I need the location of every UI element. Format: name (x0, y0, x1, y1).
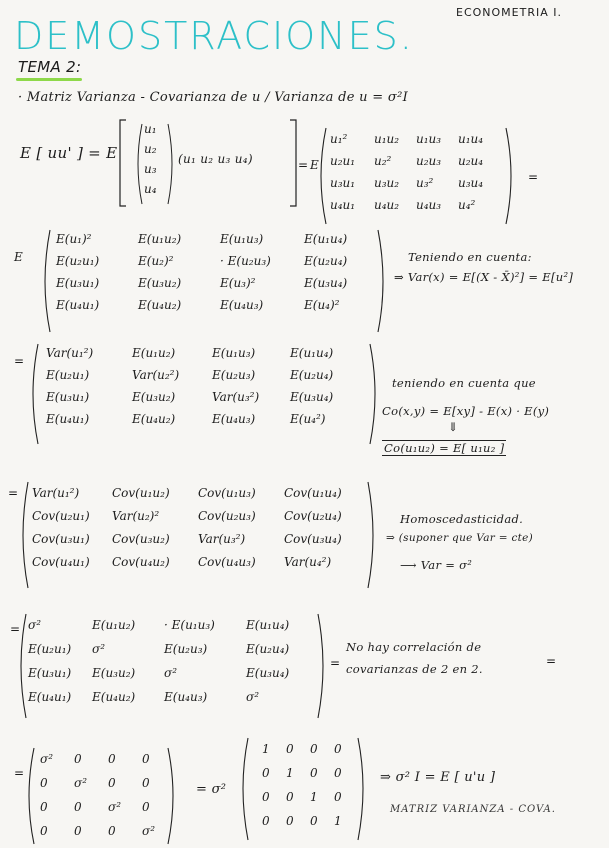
matrix-cell: u₃u₁ (330, 176, 356, 190)
matrix-cell: u₁u₃ (416, 132, 442, 146)
equals-sign-3: = (14, 354, 25, 368)
equals-sign-8: = (14, 766, 25, 780)
page-title: DEMOSTRACIONES. (14, 14, 414, 58)
matrix-cell: E(u₂u₁) (46, 368, 90, 382)
matrix-cell: σ² (92, 642, 106, 656)
matrix-cell: u₁ (144, 122, 157, 136)
matrix-cell: 0 (74, 752, 82, 766)
matrix-cell: E(u₁u₄) (246, 618, 290, 632)
matrix-cell: 0 (286, 790, 294, 804)
matrix-cell: u₂u₁ (330, 154, 356, 168)
matrix-cell: u₁u₂ (374, 132, 400, 146)
identity-matrix (262, 742, 354, 828)
matrix-cell: 0 (108, 752, 116, 766)
matrix-cell: 0 (142, 752, 150, 766)
matrix-cell: Cov(u₁u₄) (284, 486, 342, 500)
note-3-line-1: Homoscedasticidad. (400, 512, 524, 526)
matrix-cell: Cov(u₄u₂) (112, 555, 170, 569)
matrix-cell: 0 (262, 766, 270, 780)
matrix-cell: E(u₄u₃) (212, 412, 256, 426)
matrix-cell: E(u₁u₂) (92, 618, 136, 632)
matrix-cell: 0 (334, 766, 342, 780)
matrix-cell: · E(u₁u₃) (164, 618, 215, 632)
matrix-cell: Cov(u₃u₂) (112, 532, 170, 546)
matrix-cell: E(u₃u₁) (56, 276, 100, 290)
matrix-cell: Cov(u₄u₃) (198, 555, 256, 569)
lhs-expectation: E [ uu' ] = E (20, 144, 118, 162)
matrix-cell: E(u₄u₁) (46, 412, 90, 426)
matrix-cell: E(u₃u₁) (28, 666, 72, 680)
matrix-cell: 1 (286, 766, 294, 780)
equals-sign-6: = (330, 656, 341, 670)
matrix-cell: E(u₃)² (220, 276, 256, 290)
matrix-cell: E(u₄u₃) (164, 690, 208, 704)
matrix-cell: Var(u₂)² (112, 509, 160, 523)
matrix-cell: E(u₄u₁) (56, 298, 100, 312)
matrix-cell: Cov(u₃u₁) (32, 532, 90, 546)
matrix-cell: E(u₄u₁) (28, 690, 72, 704)
row-vector: (u₁ u₂ u₃ u₄) (178, 152, 253, 166)
matrix-cell: 0 (262, 790, 270, 804)
matrix-cell: u₄u₂ (374, 198, 400, 212)
matrix-cell: Var(u₄²) (284, 555, 332, 569)
matrix-cell: E(u₁u₂) (138, 232, 182, 246)
matrix-cell: 0 (40, 824, 48, 838)
matrix-cell: 1 (310, 790, 318, 804)
matrix-cell: E(u₂u₃) (164, 642, 208, 656)
matrix-cell: u₂u₃ (416, 154, 442, 168)
matrix-cell: Cov(u₂u₁) (32, 509, 90, 523)
matrix-cell: 0 (74, 824, 82, 838)
matrix-cell: σ² (142, 824, 156, 838)
matrix-cell: u₂ (144, 142, 157, 156)
var-matrix-1 (46, 346, 374, 426)
note-2-line-3: Co(u₁u₂) = E[ u₁u₂ ] (384, 441, 505, 455)
matrix-cell: 1 (334, 814, 342, 828)
matrix-cell: u₂² (374, 154, 392, 168)
matrix-cell: E(u₁u₂) (132, 346, 176, 360)
matrix-cell: u₄u₃ (416, 198, 442, 212)
matrix-cell: 0 (334, 742, 342, 756)
matrix-cell: σ² (108, 800, 122, 814)
matrix-cell: 0 (40, 800, 48, 814)
matrix-cell: E(u₃u₄) (304, 276, 348, 290)
matrix-cell: Cov(u₂u₄) (284, 509, 342, 523)
matrix-cell: u₂u₄ (458, 154, 484, 168)
course-name: ECONOMETRIA I. (456, 6, 562, 19)
matrix-cell: E(u₁u₃) (220, 232, 264, 246)
matrix-cell: E(u₁)² (56, 232, 92, 246)
note-3-line-2: ⇒ (suponer que Var = cte) (386, 532, 534, 544)
matrix-cell: E(u₂u₁) (28, 642, 72, 656)
matrix-cell: Var(u₃²) (198, 532, 246, 546)
matrix-cell: 0 (334, 790, 342, 804)
matrix-cell: E(u₄u₂) (92, 690, 136, 704)
matrix-cell: u₃u₄ (458, 176, 484, 190)
matrix-cell: u₃² (416, 176, 434, 190)
footer-label: MATRIZ VARIANZA - COVA. (390, 804, 556, 815)
matrix-cell: E(u₃u₂) (138, 276, 182, 290)
matrix-cell: 0 (108, 824, 116, 838)
matrix-cell: E(u₄u₂) (138, 298, 182, 312)
matrix-cell: E(u₁u₄) (290, 346, 334, 360)
final-result: ⇒ σ² I = E [ u'u ] (380, 770, 496, 785)
expectation-prefix: E (310, 158, 320, 172)
matrix-cell: 0 (40, 776, 48, 790)
matrix-cell: E(u₃u₄) (246, 666, 290, 680)
matrix-cell: 0 (286, 742, 294, 756)
matrix-cell: σ² (40, 752, 54, 766)
equals-sign-trailing: = (528, 170, 539, 184)
note-3-line-3: ⟶ Var = σ² (400, 558, 473, 572)
matrix-cell: E(u₃u₂) (132, 390, 176, 404)
matrix-cell: E(u₂u₄) (304, 254, 348, 268)
matrix-cell: Cov(u₁u₃) (198, 486, 256, 500)
matrix-cell: E(u₂u₁) (56, 254, 100, 268)
matrix-cell: · E(u₂u₃) (220, 254, 271, 268)
note-2-arrow: ⇓ (448, 420, 459, 434)
note-4-line-1: No hay correlación de (346, 640, 482, 654)
note-4-line-2: covarianzas de 2 en 2. (346, 662, 483, 676)
note-2-line-2: Co(x,y) = E[xy] - E(x) · E(y) (382, 404, 550, 418)
matrix-cell: 0 (108, 776, 116, 790)
equals-sign-5: = (10, 622, 21, 636)
matrix-cell: σ² (74, 776, 88, 790)
topic-label: TEMA 2: (18, 58, 82, 76)
matrix-cell: Var(u₁²) (46, 346, 94, 360)
matrix-cell: 0 (142, 776, 150, 790)
matrix-cell: u₃u₂ (374, 176, 400, 190)
matrix-cell: E(u₂u₃) (212, 368, 256, 382)
matrix-cell: σ² (28, 618, 42, 632)
matrix-cell: 1 (262, 742, 270, 756)
expectation-prefix-2: E (14, 250, 24, 264)
matrix-cell: u₄ (144, 182, 157, 196)
matrix-cell: u₁u₄ (458, 132, 484, 146)
product-matrix (330, 132, 498, 212)
cov-matrix (32, 486, 372, 569)
matrix-cell: Var(u₁²) (32, 486, 80, 500)
matrix-cell: E(u₂u₄) (246, 642, 290, 656)
note-1-line-1: Teniendo en cuenta: (408, 250, 532, 264)
matrix-cell: E(u₁u₄) (304, 232, 348, 246)
matrix-cell: Cov(u₂u₃) (198, 509, 256, 523)
matrix-cell: 0 (74, 800, 82, 814)
matrix-cell: E(u₁u₃) (212, 346, 256, 360)
matrix-cell: u₄u₁ (330, 198, 356, 212)
expectation-matrix (56, 232, 384, 312)
sigma-matrix (28, 618, 320, 704)
matrix-cell: 0 (142, 800, 150, 814)
matrix-cell: E(u₂)² (138, 254, 174, 268)
matrix-cell: Cov(u₃u₄) (284, 532, 342, 546)
matrix-cell: E(u₄)² (304, 298, 340, 312)
matrix-cell: E(u₃u₁) (46, 390, 90, 404)
matrix-cell: u₁² (330, 132, 348, 146)
matrix-cell: Cov(u₄u₁) (32, 555, 90, 569)
scalar-factor: = σ² (196, 782, 227, 797)
matrix-cell: E(u₃u₂) (92, 666, 136, 680)
column-vector (144, 122, 164, 196)
matrix-cell: σ² (246, 690, 260, 704)
matrix-cell: Var(u₂²) (132, 368, 180, 382)
equals-sign: = (298, 158, 309, 172)
matrix-cell: E(u₂u₄) (290, 368, 334, 382)
matrix-cell: E(u₄u₂) (132, 412, 176, 426)
matrix-cell: u₃ (144, 162, 157, 176)
matrix-cell: 0 (262, 814, 270, 828)
matrix-cell: 0 (310, 766, 318, 780)
matrix-cell: u₄² (458, 198, 476, 212)
matrix-cell: Var(u₃²) (212, 390, 260, 404)
matrix-cell: σ² (164, 666, 178, 680)
matrix-cell: 0 (310, 814, 318, 828)
matrix-cell: 0 (310, 742, 318, 756)
matrix-cell: 0 (286, 814, 294, 828)
equals-sign-4: = (8, 486, 19, 500)
equals-sign-7: = (546, 654, 557, 668)
matrix-cell: E(u₄u₃) (220, 298, 264, 312)
topic-underline (16, 78, 82, 81)
section-heading: · Matriz Varianza - Covarianza de u / Varianza de u = σ²I (18, 90, 409, 105)
matrix-cell: E(u₄²) (290, 412, 326, 426)
diag-matrix (40, 752, 172, 838)
note-2-line-1: teniendo en cuenta que (392, 376, 536, 390)
matrix-cell: Cov(u₁u₂) (112, 486, 170, 500)
note-1-line-2: ⇒ Var(x) = E[(X - X̄)²] = E[u²] (394, 270, 574, 284)
matrix-cell: E(u₃u₄) (290, 390, 334, 404)
